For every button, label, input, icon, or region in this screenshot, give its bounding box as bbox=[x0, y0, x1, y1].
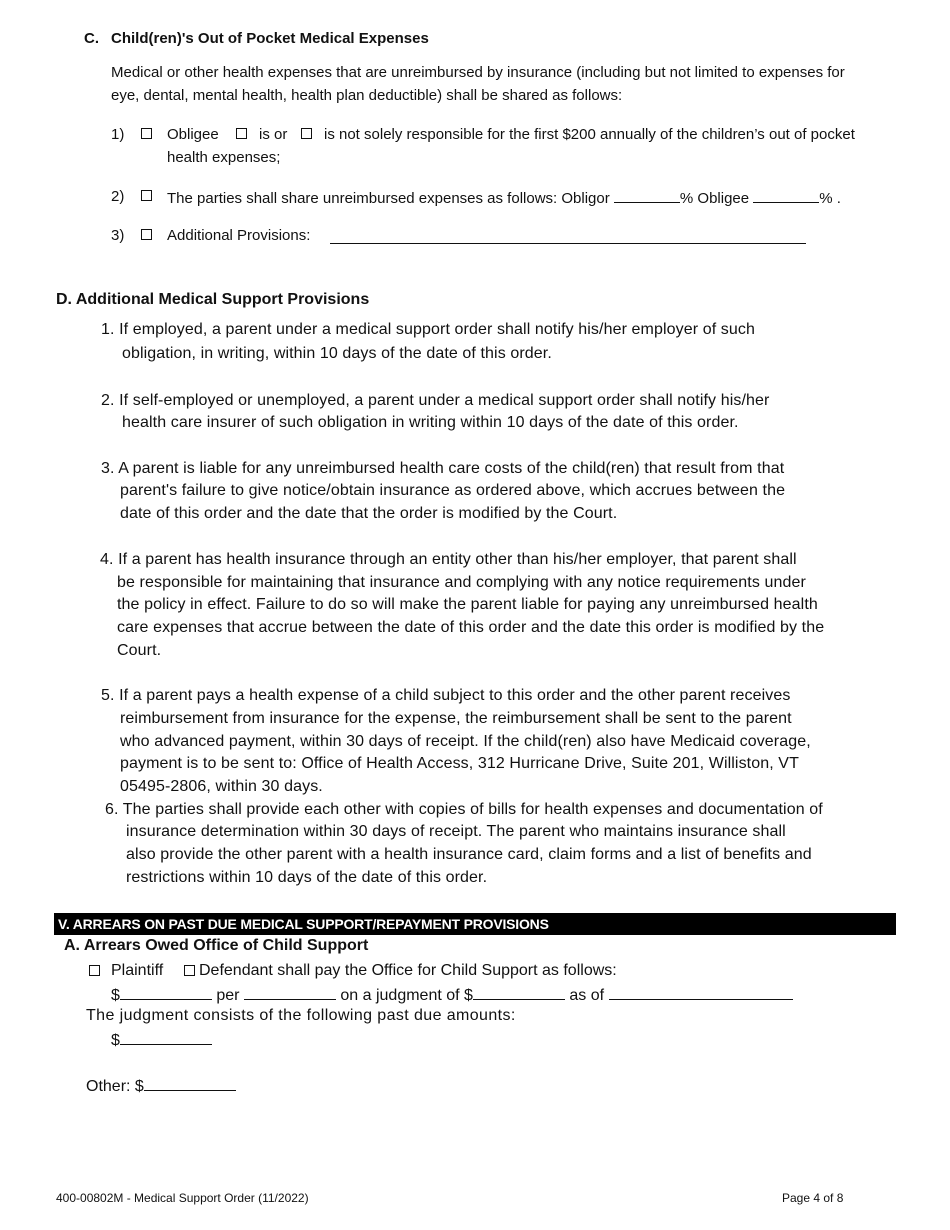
is-or-label: is or bbox=[259, 126, 288, 143]
is-or-checkbox[interactable] bbox=[236, 128, 247, 139]
section-v-subtitle: A. Arrears Owed Office of Child Support bbox=[64, 937, 369, 954]
d-p4-line4: care expenses that accrue between the date of this order and the date this order is modified by the bbox=[117, 619, 825, 636]
payment-amount-field[interactable] bbox=[120, 985, 212, 1000]
as-of-date-field[interactable] bbox=[609, 985, 793, 1000]
item2-text-b: % Obligee bbox=[679, 190, 750, 207]
d-p4-line1: 4. If a parent has health insurance through an entity other than his/her employer, that parent shall bbox=[100, 551, 797, 568]
past-due-amount-field[interactable] bbox=[120, 1030, 212, 1045]
footer-form-id: 400-00802M - Medical Support Order (11/2022) bbox=[56, 1191, 309, 1205]
d-p4-line5: Court. bbox=[117, 642, 162, 659]
d-p6-line3: also provide the other parent with a health insurance card, claim forms and a list of benefits and bbox=[126, 846, 812, 863]
obligee-percent-field[interactable] bbox=[753, 188, 819, 203]
d-p6-line1: 6. The parties shall provide each other with copies of bills for health expenses and documentation of bbox=[105, 801, 823, 818]
item2-text-c: % . bbox=[819, 190, 841, 207]
section-d-title: D. Additional Medical Support Provisions bbox=[56, 291, 370, 308]
dollar-sign: $ bbox=[111, 987, 120, 1004]
d-p5-line3: who advanced payment, within 30 days of receipt. If the child(ren) also have Medicaid coverage, bbox=[120, 733, 811, 750]
additional-provisions-checkbox[interactable] bbox=[141, 229, 152, 240]
d-p2-line2: health care insurer of such obligation in writing within 10 days of the date of this order. bbox=[122, 414, 739, 431]
section-c-intro-line1: Medical or other health expenses that are unreimbursed by insurance (including but not limited to expenses for bbox=[111, 64, 845, 81]
past-due-line bbox=[111, 1030, 212, 1050]
payment-frequency-field[interactable] bbox=[244, 985, 336, 1000]
item1-text-line2: health expenses; bbox=[167, 149, 281, 166]
section-c-intro-line2: eye, dental, mental health, health plan deductible) shall be shared as follows: bbox=[111, 87, 623, 104]
item3-number: 3) bbox=[111, 227, 125, 244]
section-c-title: Child(ren)'s Out of Pocket Medical Expenses bbox=[111, 30, 429, 47]
footer-page-number: Page 4 of 8 bbox=[782, 1191, 844, 1205]
item2-text bbox=[167, 188, 841, 207]
d-p3-line3: date of this order and the date that the order is modified by the Court. bbox=[120, 505, 618, 522]
per-label: per bbox=[216, 987, 240, 1004]
judgment-consists-text: The judgment consists of the following past due amounts: bbox=[86, 1007, 516, 1024]
is-not-checkbox[interactable] bbox=[301, 128, 312, 139]
additional-provisions-field[interactable] bbox=[330, 229, 806, 244]
d-p1-line2: obligation, in writing, within 10 days of the date of this order. bbox=[122, 345, 552, 362]
d-p5-line2: reimbursement from insurance for the expense, the reimbursement shall be sent to the parent bbox=[120, 710, 792, 727]
d-p5-line1: 5. If a parent pays a health expense of a child subject to this order and the other parent receives bbox=[101, 687, 791, 704]
item1-number: 1) bbox=[111, 126, 125, 143]
other-line bbox=[86, 1076, 236, 1096]
obligee-checkbox[interactable] bbox=[141, 128, 152, 139]
d-p5-line5: 05495-2806, within 30 days. bbox=[120, 778, 323, 795]
other-amount-field[interactable] bbox=[144, 1076, 236, 1091]
defendant-checkbox[interactable] bbox=[184, 965, 195, 976]
payment-line bbox=[111, 985, 793, 1005]
judgment-label: on a judgment of $ bbox=[340, 987, 473, 1004]
d-p6-line2: insurance determination within 30 days of receipt. The parent who maintains insurance shall bbox=[126, 823, 786, 840]
d-p6-line4: restrictions within 10 days of the date of this order. bbox=[126, 869, 488, 886]
d-p1-line1: 1. If employed, a parent under a medical support order shall notify his/her employer of such bbox=[101, 321, 755, 338]
share-expenses-checkbox[interactable] bbox=[141, 190, 152, 201]
d-p4-line3: the policy in effect. Failure to do so will make the parent liable for paying any unreimbursed health bbox=[117, 596, 818, 613]
judgment-amount-field[interactable] bbox=[473, 985, 565, 1000]
d-p5-line4: payment is to be sent to: Office of Health Access, 312 Hurricane Drive, Suite 201, Williston, VT bbox=[120, 755, 799, 772]
item1-text-line1: is not solely responsible for the first $200 annually of the children’s out of pocket bbox=[324, 126, 855, 143]
obligor-percent-field[interactable] bbox=[614, 188, 680, 203]
defendant-text: Defendant shall pay the Office for Child Support as follows: bbox=[199, 962, 617, 979]
obligee-label: Obligee bbox=[167, 126, 219, 143]
additional-provisions-label: Additional Provisions: bbox=[167, 227, 311, 244]
d-p2-line1: 2. If self-employed or unemployed, a parent under a medical support order shall notify his/her bbox=[101, 392, 770, 409]
section-c-letter: C. bbox=[84, 30, 99, 47]
section-v-banner: V. ARREARS ON PAST DUE MEDICAL SUPPORT/REPAYMENT PROVISIONS bbox=[54, 913, 896, 935]
item2-text-a: The parties shall share unreimbursed expenses as follows: Obligor bbox=[167, 190, 610, 207]
other-label: Other: $ bbox=[86, 1078, 144, 1095]
d-p3-line2: parent's failure to give notice/obtain insurance as ordered above, which accrues between the bbox=[120, 482, 786, 499]
as-of-label: as of bbox=[569, 987, 605, 1004]
d-p3-line1: 3. A parent is liable for any unreimbursed health care costs of the child(ren) that result from that bbox=[101, 460, 785, 477]
item2-number: 2) bbox=[111, 188, 125, 205]
d-p4-line2: be responsible for maintaining that insurance and complying with any notice requirements under bbox=[117, 574, 806, 591]
plaintiff-label: Plaintiff bbox=[111, 962, 164, 979]
dollar-sign-2: $ bbox=[111, 1032, 120, 1049]
plaintiff-checkbox[interactable] bbox=[89, 965, 100, 976]
